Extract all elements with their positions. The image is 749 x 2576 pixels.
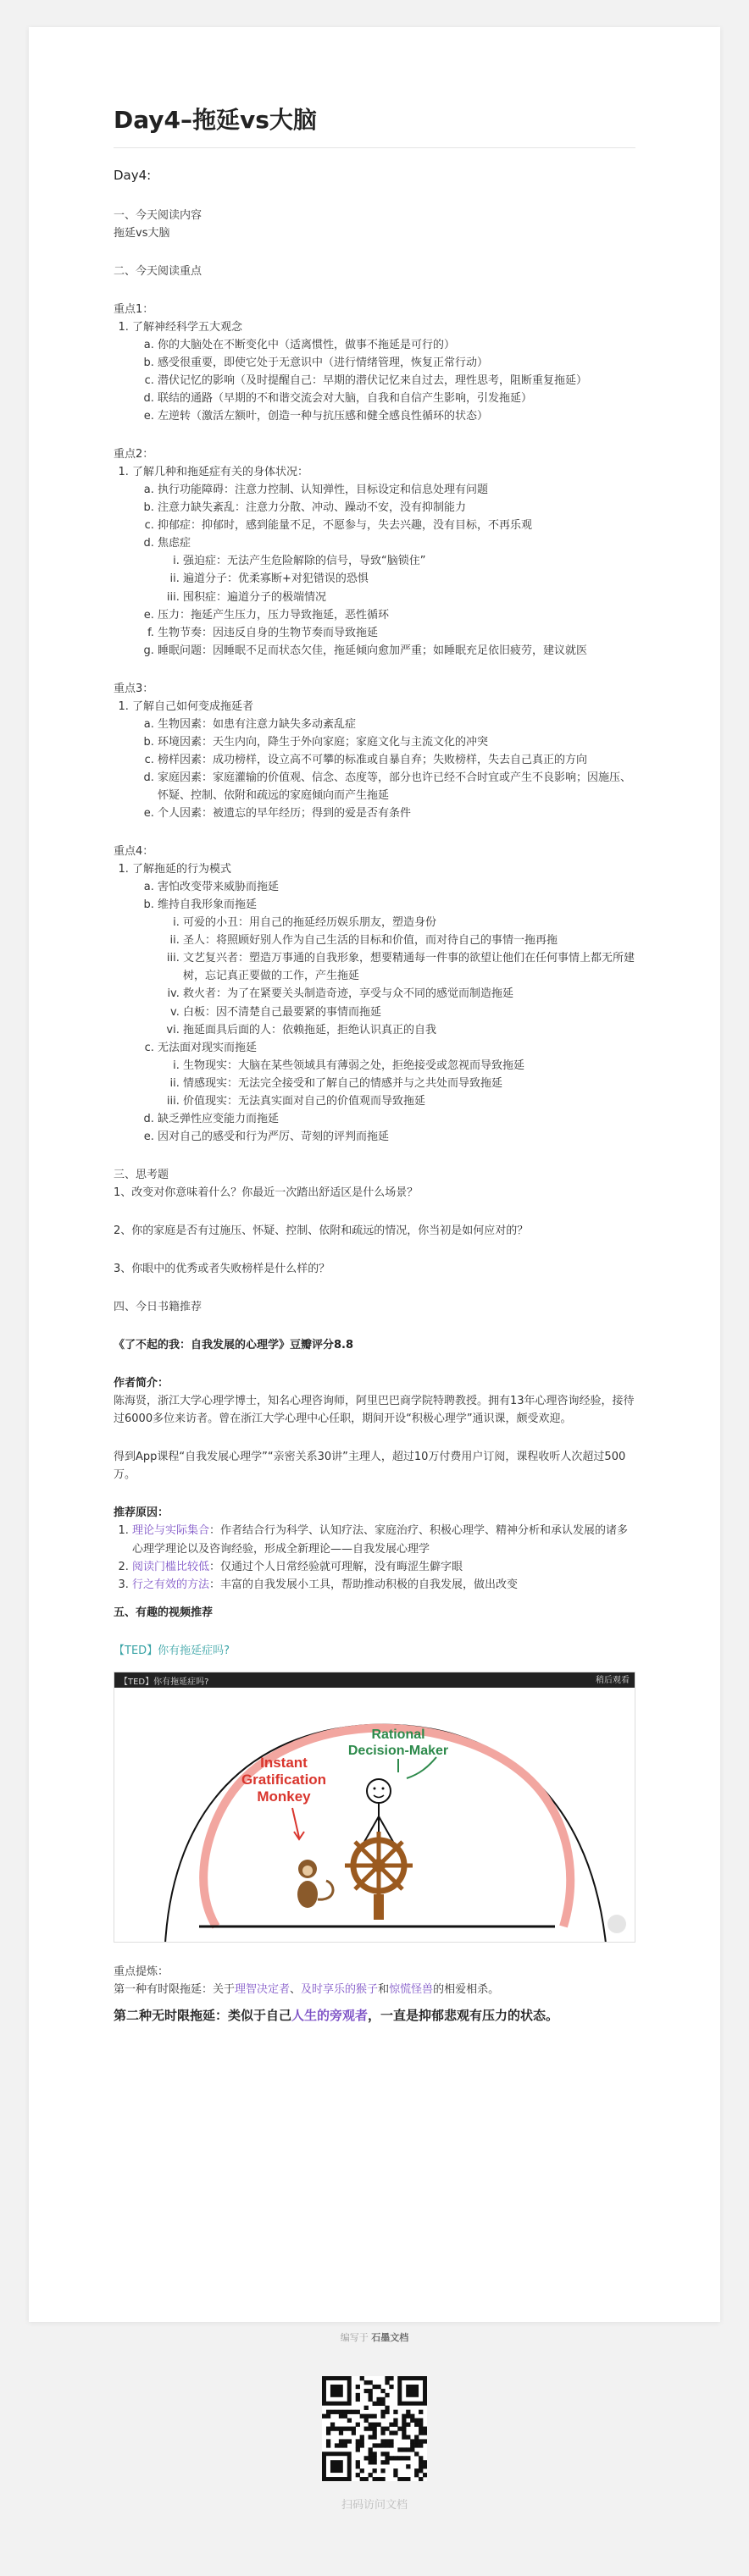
- qr-caption: 扫码访问文档: [341, 2498, 408, 2512]
- keyword-link[interactable]: 理智决定者: [235, 1982, 291, 1996]
- list-item: d. 家庭因素：家庭灌输的价值观、信念、态度等，部分也许已经不合时宜或产生不良影响；因施压、怀疑、控制、依附和疏远的家庭倾向而产生拖延: [158, 769, 635, 804]
- list-item: e. 压力：拖延产生压力，压力导致拖延，恶性循环: [158, 606, 635, 624]
- list-item: 1. 了解神经科学五大观念 a. 你的大脑处在不断变化中（适离惯性，做事不拖延是可行的） b. 感受很重要，即使它处于无意识中（进行情绪管理，恢复正常行动） c. 潜伏记忆的影响（及时提醒自己：早期的潜伏记忆来自过去，理性思考，阻断重复拖延） d. 联结的通路（早期的不和谐交流会对大脑，自我和自信产生影响，引发拖延） e. 左逆转（激活左额叶，创造一种与抗压感和健全感良性循环的状态）: [132, 318, 635, 425]
- reason-keyword[interactable]: 理论与实际集合: [132, 1524, 210, 1538]
- book-title: 《了不起的我：自我发展的心理学》豆瓣评分8.8: [114, 1339, 354, 1352]
- section-heading: 五、有趣的视频推荐: [114, 1606, 214, 1619]
- list-item: 1. 了解几种和拖延症有关的身体状况： a. 执行功能障碍：注意力控制、认知弹性，目标设定和信息处理有问题 b. 注意力缺失紊乱：注意力分散、冲动、躁动不安，没有抑制能力 c. 抑郁症：抑郁时，感到能量不足，不愿参与，失去兴趣，没有目标，不再乐观 d. 焦虑症 i. 强迫症：无法产生危险解除的信号，导致“脑锁住” ii. 遍道分子：优柔寡断+对犯错误的恐惧 iii. 囤积症：遍道分子的极端情况 e. 压力：拖延产生压力，压力导致拖延，恶性循环 f. 生物节奏：因违反自身的生物节奏而导致拖延 g. 睡眠问题：因睡眠不足而状态欠佳，拖延倾向愈加严重；如睡眠充足依旧疲劳，建议就医: [132, 463, 635, 660]
- list-item: vi. 拖延面具后面的人：依赖拖延，拒绝认识真正的自我: [183, 1021, 635, 1039]
- monkey-label: Gratification: [241, 1771, 327, 1788]
- list-item: 2. 阅读门槛比较低：仅通过个人日常经验就可理解，没有晦涩生僻字眼: [132, 1558, 635, 1576]
- author-label: 作者简介：: [114, 1377, 169, 1390]
- list-item: a. 你的大脑处在不断变化中（适离惯性，做事不拖延是可行的）: [158, 336, 635, 354]
- key-point-list: [114, 860, 635, 1146]
- list-item: 1. 了解拖延的行为模式 a. 害怕改变带来威胁而拖延 b. 维持自我形象而拖延 i. 可爱的小丑：用自己的拖延经历娱乐朋友，塑造身份 ii. 圣人：将照顾好别人作为自己生活的目标和价值，而对待自己的事情一拖再拖 iii. 文艺复兴者：塑造万事通的自我形象，想要精通每一件事的欲望让他们在任何事情上都无所建树，忘记真正要做的工作，产生拖延 iv. 救火者：为了在紧要关头制造奇迹，享受与众不同的感觉而制造拖延 v. 白板：因不清楚自己最要紧的事情而拖延 vi. 拖延面具后面的人：依赖拖延，拒绝认识真正的自我 c. 无法面对现实而拖延 i. 生物现实：大脑在某些领域具有薄弱之处，拒绝接受或忽视而导致拖延 ii. 情感现实：无法完全接受和了解自己的情感并与之共处而导致拖延 iii. 价值现实：无法真实面对自己的价值观而导致拖延 d. 缺乏弹性应变能力而拖延 e. 因对自己的感受和行为严厉、苛刻的评判而拖延: [132, 860, 635, 1146]
- list-item: iii. 价值现实：无法真实面对自己的价值观而导致拖延: [183, 1092, 635, 1110]
- monkey-label: Monkey: [257, 1788, 311, 1805]
- section-heading: 三、思考题: [114, 1168, 169, 1181]
- summary-line-2: 第二种无时限拖延：类似于自己人生的旁观者，一直是抑郁悲观有压力的状态。: [114, 2007, 559, 2023]
- question: 1、改变对你意味着什么？你最近一次踏出舒适区是什么场景？: [114, 1186, 419, 1199]
- rational-label: Decision-Maker: [347, 1743, 449, 1758]
- section-heading: 二、今天阅读重点: [114, 264, 203, 278]
- key-point-label: 重点3：: [114, 682, 154, 695]
- list-item: b. 环境因素：天生内向，降生于外向家庭；家庭文化与主流文化的冲突: [158, 733, 635, 751]
- list-item: g. 睡眠问题：因睡眠不足而状态欠佳，拖延倾向愈加严重；如睡眠充足依旧疲劳，建议就医: [158, 642, 635, 660]
- list-item: b. 维持自我形象而拖延 i. 可爱的小丑：用自己的拖延经历娱乐朋友，塑造身份 ii. 圣人：将照顾好别人作为自己生活的目标和价值，而对待自己的事情一拖再拖 iii. 文艺复兴者：塑造万事通的自我形象，想要精通每一件事的欲望让他们在任何事情上都无所建树，忘记真正要做的工作，产生拖延 iv. 救火者：为了在紧要关头制造奇迹，享受与众不同的感觉而制造拖延 v. 白板：因不清楚自己最要紧的事情而拖延 vi. 拖延面具后面的人：依赖拖延，拒绝认识真正的自我: [158, 896, 635, 1038]
- list-item: a. 害怕改变带来威胁而拖延: [158, 878, 635, 896]
- list-item: c. 无法面对现实而拖延 i. 生物现实：大脑在某些领域具有薄弱之处，拒绝接受或忽视而导致拖延 ii. 情感现实：无法完全接受和了解自己的情感并与之共处而导致拖延 iii. 价值现实：无法真实面对自己的价值观而导致拖延: [158, 1039, 635, 1110]
- list-item: ii. 遍道分子：优柔寡断+对犯错误的恐惧: [183, 570, 635, 588]
- reason-label: 推荐原因：: [114, 1506, 169, 1520]
- key-point-list: [114, 698, 635, 822]
- document-page: [29, 27, 720, 2322]
- list-item: d. 联结的通路（早期的不和谐交流会对大脑，自我和自信产生影响，引发拖延）: [158, 390, 635, 407]
- key-point-list: [114, 318, 635, 425]
- video-embed[interactable]: [114, 1672, 635, 1943]
- list-item: i. 生物现实：大脑在某些领域具有薄弱之处，拒绝接受或忽视而导致拖延: [183, 1057, 635, 1075]
- rational-label: Rational: [371, 1727, 425, 1742]
- reason-keyword[interactable]: 行之有效的方法: [132, 1578, 210, 1591]
- list-item: a. 执行功能障碍：注意力控制、认知弹性，目标设定和信息处理有问题: [158, 481, 635, 499]
- key-point-list: [114, 463, 635, 660]
- list-item: b. 感受很重要，即使它处于无意识中（进行情绪管理，恢复正常行动）: [158, 354, 635, 372]
- question: 2、你的家庭是否有过施压、怀疑、控制、依附和疏远的情况，你当初是如何应对的？: [114, 1224, 529, 1237]
- document-footer: [0, 2330, 749, 2514]
- list-item: c. 榜样因素：成功榜样，设立高不可攀的标准或自暴自弃；失败榜样，失去自己真正的方向: [158, 751, 635, 769]
- list-item: ii. 圣人：将照顾好别人作为自己生活的目标和价值，而对待自己的事情一拖再拖: [183, 931, 635, 949]
- day-label: Day4:: [114, 168, 152, 184]
- ship-wheel-icon: [345, 1832, 413, 1899]
- key-point-label: 重点2：: [114, 448, 154, 462]
- list-item: a. 生物因素：如患有注意力缺失多动紊乱症: [158, 716, 635, 733]
- list-item: 1. 理论与实际集合：作者结合行为科学、认知疗法、家庭治疗、积极心理学、精神分析和承认发展的诸多心理学理论以及咨询经验，形成全新理论——自我发展心理学: [132, 1522, 635, 1557]
- edited-with: 编写于 石墨文档: [340, 2332, 409, 2343]
- video-title-bar: 【TED】你有拖延症吗?: [114, 1672, 635, 1688]
- list-item: e. 个人因素：被遗忘的早年经历；得到的爱是否有条件: [158, 804, 635, 822]
- list-item: iii. 文艺复兴者：塑造万事通的自我形象，想要精通每一件事的欲望让他们在任何事情上都无所建树，忘记真正要做的工作，产生拖延: [183, 949, 635, 985]
- summary-line-1: 第一种有时限拖延：关于理智决定者、及时享乐的猴子和惊慌怪兽的相爱相杀。: [114, 1982, 500, 1996]
- summary-label: 重点提炼：: [114, 1965, 169, 1978]
- list-item: c. 潜伏记忆的影响（及时提醒自己：早期的潜伏记忆来自过去，理性思考，阻断重复拖延）: [158, 372, 635, 390]
- list-item: 3. 行之有效的方法：丰富的自我发展小工具，帮助推动积极的自我发展，做出改变: [132, 1576, 635, 1594]
- list-item: iii. 囤积症：遍道分子的极端情况: [183, 589, 635, 606]
- list-item: i. 可爱的小丑：用自己的拖延经历娱乐朋友，塑造身份: [183, 914, 635, 931]
- key-point-label: 重点1：: [114, 302, 154, 316]
- list-item: i. 强迫症：无法产生危险解除的信号，导致“脑锁住”: [183, 552, 635, 570]
- list-item: e. 左逆转（激活左额叶，创造一种与抗压感和健全感良性循环的状态）: [158, 407, 635, 425]
- list-item: c. 抑郁症：抑郁时，感到能量不足，不愿参与，失去兴趣，没有目标，不再乐观: [158, 517, 635, 534]
- list-item: v. 白板：因不清楚自己最要紧的事情而拖延: [183, 1003, 635, 1021]
- section-heading: 一、今天阅读内容: [114, 208, 203, 222]
- reason-keyword[interactable]: 阅读门槛比较低: [132, 1560, 210, 1573]
- qr-code-icon[interactable]: [322, 2376, 427, 2481]
- video-thumbnail: [114, 1672, 635, 1943]
- question: 3、你眼中的优秀或者失败榜样是什么样的？: [114, 1263, 330, 1276]
- list-item: 1. 了解自己如何变成拖延者 a. 生物因素：如患有注意力缺失多动紊乱症 b. 环境因素：天生内向，降生于外向家庭；家庭文化与主流文化的冲突 c. 榜样因素：成功榜样，设立高不可攀的标准或自暴自弃；失败榜样，失去自己真正的方向 d. 家庭因素：家庭灌输的价值观、信念、态度等，部分也许已经不合时宜或产生不良影响；因施压、怀疑、控制、依附和疏远的家庭倾向而产生拖延 e. 个人因素：被遗忘的早年经历；得到的爱是否有条件: [132, 698, 635, 822]
- list-item: ii. 情感现实：无法完全接受和了解自己的情感并与之共处而导致拖延: [183, 1075, 635, 1092]
- reason-list: [114, 1522, 635, 1593]
- author-text: 陈海贤，浙江大学心理学博士，知名心理咨询师，阿里巴巴商学院特聘教授。拥有13年心理咨询经验，接待过6000多位来访者。曾在浙江大学心理中心任职，期间开设“积极心理学”通识课，颇受欢迎。: [114, 1395, 635, 1426]
- app-text: 得到App课程“自我发展心理学”“亲密关系30讲”主理人，超过10万付费用户订阅，课程收听人次超过500万。: [114, 1451, 626, 1482]
- keyword-link[interactable]: 惊慌怪兽: [389, 1982, 434, 1996]
- qr-code-graphic: [322, 2376, 427, 2481]
- key-point-label: 重点4：: [114, 845, 154, 859]
- list-item: b. 注意力缺失紊乱：注意力分散、冲动、躁动不安，没有抑制能力: [158, 499, 635, 517]
- monkey-label: Instant: [260, 1754, 308, 1771]
- list-item: d. 焦虑症 i. 强迫症：无法产生危险解除的信号，导致“脑锁住” ii. 遍道分子：优柔寡断+对犯错误的恐惧 iii. 囤积症：遍道分子的极端情况: [158, 534, 635, 605]
- play-icon[interactable]: [608, 1915, 626, 1933]
- keyword-link[interactable]: 人生的旁观者: [291, 2007, 369, 2023]
- watch-later-button[interactable]: 稍后观看: [596, 1675, 630, 1685]
- list-item: f. 生物节奏：因违反自身的生物节奏而导致拖延: [158, 624, 635, 642]
- list-item: e. 因对自己的感受和行为严厉、苛刻的评判而拖延: [158, 1128, 635, 1146]
- section-heading: 四、今日书籍推荐: [114, 1301, 203, 1314]
- keyword-link[interactable]: 及时享乐的猴子: [301, 1982, 379, 1996]
- ted-video-link[interactable]: 【TED】你有拖延症吗?: [114, 1644, 230, 1657]
- document-title: Day4–拖延vs大脑: [114, 105, 635, 148]
- reading-content: 拖延vs大脑: [114, 226, 170, 240]
- list-item: iv. 救火者：为了在紧要关头制造奇迹，享受与众不同的感觉而制造拖延: [183, 985, 635, 1003]
- list-item: d. 缺乏弹性应变能力而拖延: [158, 1110, 635, 1128]
